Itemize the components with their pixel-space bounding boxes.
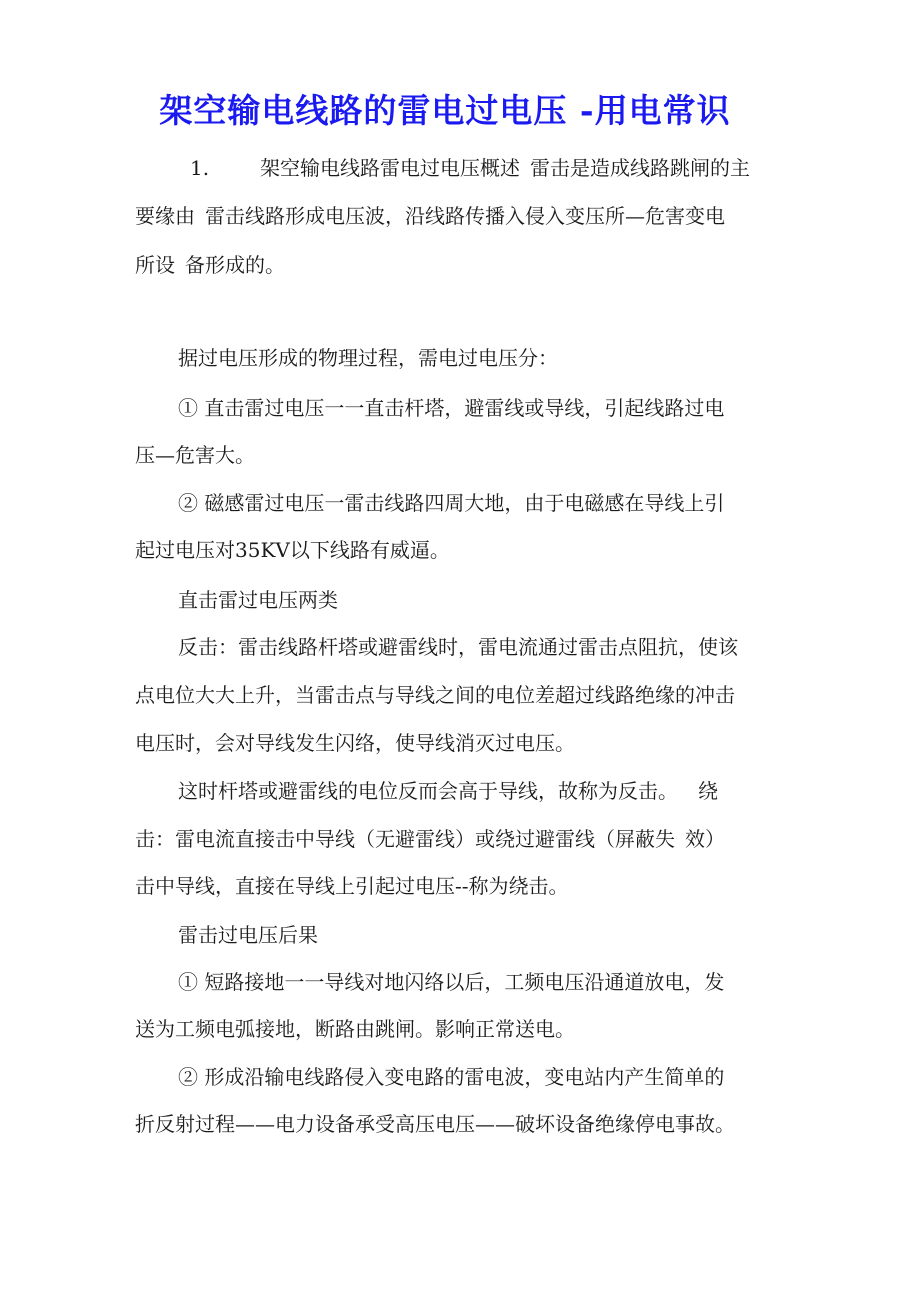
- backstrike-line4: [178, 776, 718, 806]
- consequence2-line1: ② 形成沿输电线路侵入变电路的雷电波，变电站内产生简单的: [178, 1065, 725, 1089]
- item1-line2: 压—危害大。: [135, 443, 255, 467]
- backstrike-line1: 反击：雷击线路杆塔或避雷线时，雷电流通过雷击点阻抗，使该: [178, 635, 738, 659]
- section1-line3-end: 备形成的。: [185, 253, 285, 277]
- consequences-heading: 雷击过电压后果: [178, 923, 318, 947]
- shielding-line1: [135, 824, 725, 854]
- shielding-line1-start: 击：雷电流直接击中导线（无避雷线）或绕过避雷线（屏蔽失: [135, 827, 675, 851]
- backstrike-line4-start: 这时杆塔或避雷线的电位反而会高于导线，故称为反击。: [178, 779, 678, 803]
- item2-line1: ② 磁感雷过电压一雷击线路四周大地，由于电磁感在导线上引: [178, 491, 725, 515]
- section1-line2-start: 要缘由: [135, 204, 195, 228]
- section1-line2-end: 雷击线路形成电压波，沿线路传播入侵入变压所—危害变电: [205, 204, 725, 228]
- shielding-line2: 击中导线，直接在导线上引起过电压--称为绕击。: [135, 874, 569, 898]
- backstrike-line4-end: 绕: [698, 779, 718, 803]
- direct-types-heading: 直击雷过电压两类: [178, 588, 338, 612]
- backstrike-line2: 点电位大大上升，当雷击点与导线之间的电位差超过线路绝缘的冲击: [135, 683, 735, 707]
- consequence2-line2: 折反射过程——电力设备承受高压电压——破坏设备绝缘停电事故。: [135, 1112, 735, 1136]
- classification-intro: 据过电压形成的物理过程，需电过电压分：: [178, 346, 558, 370]
- section1-line3-start: 所设: [135, 253, 175, 277]
- section1-heading: 架空输电线路雷电过电压概述: [260, 156, 520, 180]
- consequence1-line2: 送为工频电弧接地，断路由跳闸。影响正常送电。: [135, 1017, 575, 1041]
- section1-line1-cont: 雷击是造成线路跳闸的主: [530, 156, 750, 180]
- document-title: 架空输电线路的雷电过电压 -用电常识: [159, 91, 731, 130]
- section1-line3: [135, 250, 285, 280]
- section1-line2: [135, 201, 725, 231]
- item2-line2: 起过电压对35KV以下线路有威逼。: [135, 538, 450, 562]
- consequence1-line1: ① 短路接地一一导线对地闪络以后，工频电压沿通道放电，发: [178, 970, 725, 994]
- section1-line1: [190, 153, 750, 183]
- section1-number: 1.: [190, 156, 210, 180]
- item1-line1: ① 直击雷过电压一一直击杆塔，避雷线或导线，引起线路过电: [178, 396, 725, 420]
- backstrike-line3: 电压时，会对导线发生闪络，使导线消灭过电压。: [135, 731, 575, 755]
- shielding-line1-end: 效）: [685, 827, 725, 851]
